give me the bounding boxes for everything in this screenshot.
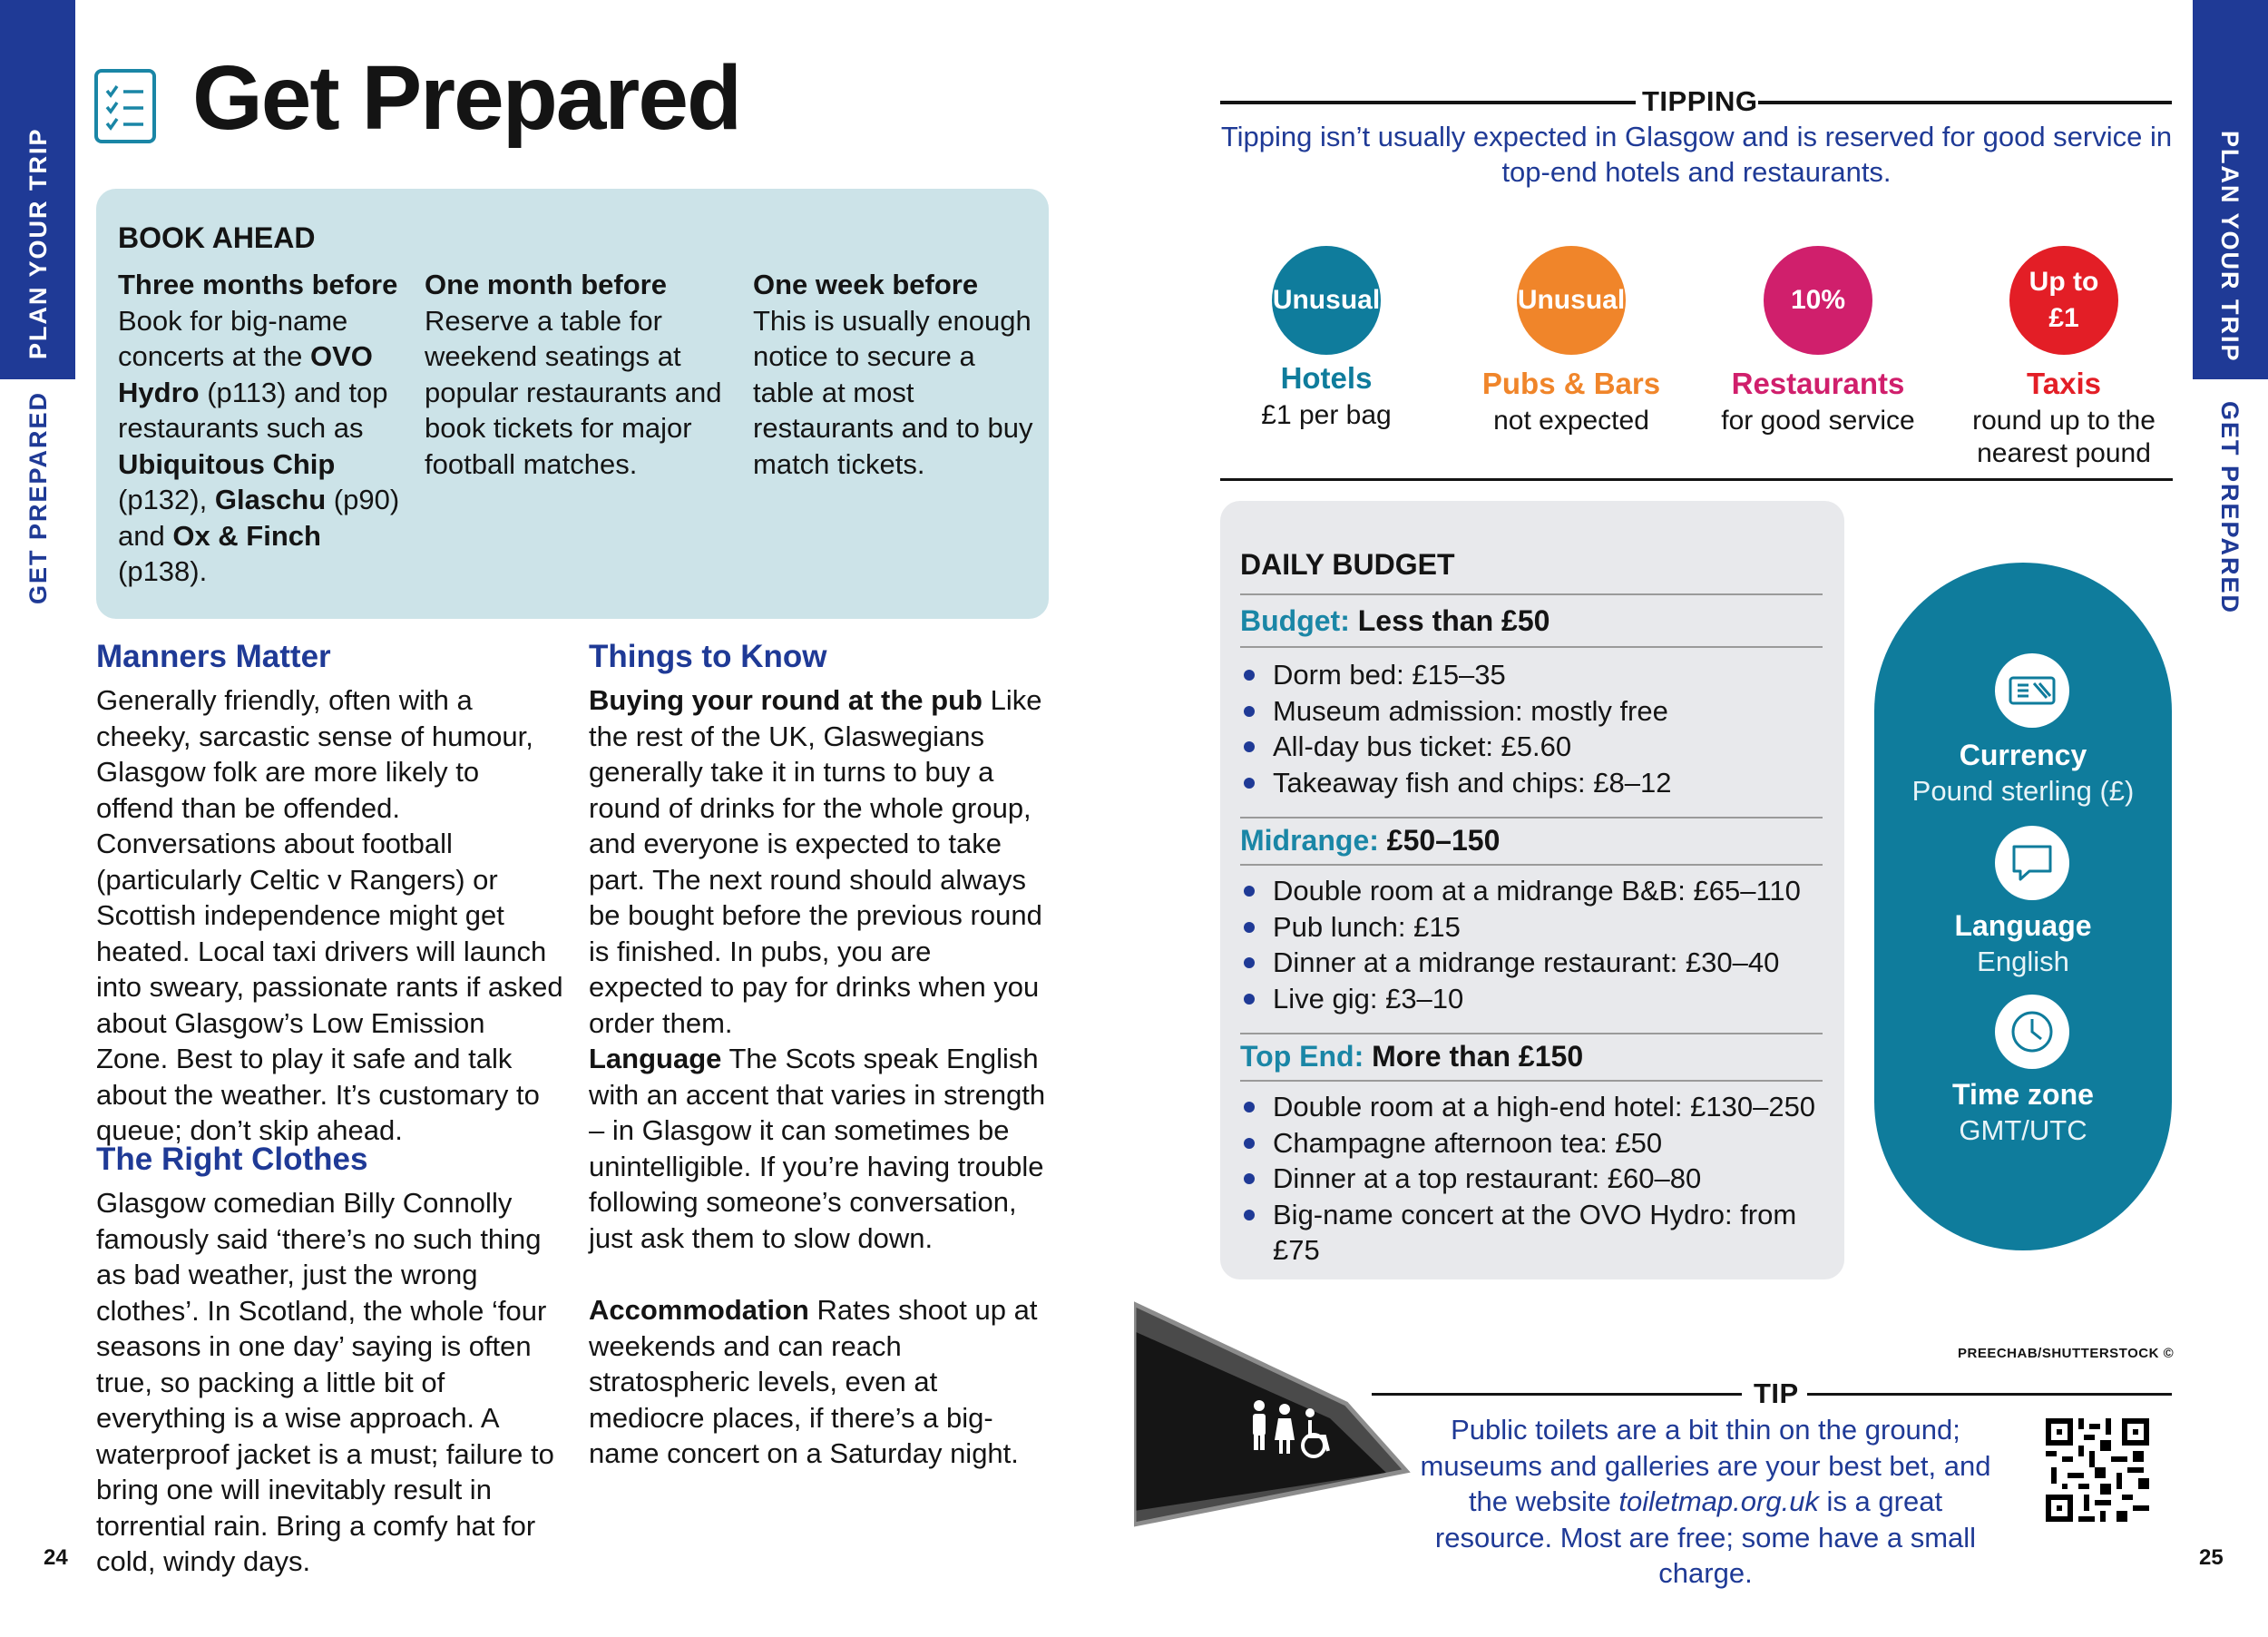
col-heading: One week before <box>753 269 979 300</box>
things-item-accommodation <box>589 1292 1051 1472</box>
venue-ovo-hydro: OVO Hydro <box>118 340 373 408</box>
col-text: Reserve a table for weekend seatings at popular restaurants and book tickets for major football matches. <box>425 304 722 480</box>
tip-rule-left <box>1372 1393 1742 1396</box>
budget-level-budget <box>1240 604 1549 638</box>
info-value-timezone: GMT/UTC <box>1959 1114 2087 1146</box>
budget-level-midrange <box>1240 824 1500 858</box>
left-plan-label: PLAN YOUR TRIP <box>24 127 52 359</box>
budget-heading: DAILY BUDGET <box>1240 548 1455 581</box>
col-heading: Three months before <box>118 269 398 300</box>
col-heading: One month before <box>425 269 667 300</box>
tip-text-part: Public toilets are a bit thin on the ground; museums and galleries are your best bet, and the website <box>1420 1414 1991 1517</box>
item-text: Rates shoot up at weekends and can reach stratospheric levels, even at mediocre places, if there’s a big-name concert on a Saturday night. <box>589 1294 1038 1469</box>
tip-badge-hotels: Unusual <box>1272 246 1381 355</box>
page-title: Get Prepared <box>192 47 741 149</box>
left-section-label: GET PREPARED <box>24 390 52 604</box>
tip-sub-taxis: round up to the nearest pound <box>1972 406 2156 468</box>
photo-credit: PREECHAB/SHUTTERSTOCK © <box>1958 1346 2175 1361</box>
level-name: Budget: <box>1240 604 1350 637</box>
level-name: Midrange: <box>1240 824 1379 857</box>
speech-bubble-icon <box>1995 826 2069 900</box>
level-name: Top End: <box>1240 1040 1364 1073</box>
info-label-timezone: Time zone <box>1952 1078 2094 1111</box>
venue-ox-finch: Ox & Finch <box>172 519 321 552</box>
venue-ubiquitous-chip: Ubiquitous Chip <box>118 447 336 480</box>
tipping-heading: TIPPING <box>1642 85 1758 117</box>
venue-glaschu: Glaschu <box>214 484 327 515</box>
tip-label-hotels: Hotels <box>1280 361 1373 395</box>
level-range: £50–150 <box>1386 824 1501 857</box>
info-value-language: English <box>1977 946 2069 977</box>
list-item: Takeaway fish and chips: £8–12 <box>1240 765 1671 801</box>
tip-label-taxis: Taxis <box>2027 367 2101 400</box>
list-item: Dinner at a top restaurant: £60–80 <box>1240 1161 1844 1197</box>
things-item-round <box>589 682 1051 1041</box>
info-label-currency: Currency <box>1959 739 2087 771</box>
right-section-label: GET PREPARED <box>2216 401 2244 615</box>
budget-divider <box>1240 646 1823 648</box>
budget-divider <box>1240 1080 1823 1082</box>
item-lead: Language <box>589 1043 722 1074</box>
toilet-sign-photo <box>1134 1293 1424 1538</box>
list-item: Dorm bed: £15–35 <box>1240 657 1671 693</box>
tipping-rule-left <box>1220 101 1636 104</box>
info-label-language: Language <box>1954 909 2092 942</box>
manners-heading: Manners Matter <box>96 639 331 674</box>
col-text: This is usually enough notice to secure a table at most restaurants and to buy match tickets. <box>753 304 1033 480</box>
tip-badge-pubs: Unusual <box>1517 246 1626 355</box>
book-ahead-heading: BOOK AHEAD <box>118 221 316 254</box>
right-plan-label: PLAN YOUR TRIP <box>2216 131 2244 363</box>
things-heading: Things to Know <box>589 639 827 674</box>
page-number-left: 24 <box>44 1545 68 1570</box>
toiletmap-link[interactable]: toiletmap.org.uk <box>1618 1485 1819 1517</box>
banknote-icon <box>1995 653 2069 728</box>
list-item: Champagne afternoon tea: £50 <box>1240 1125 1844 1162</box>
list-item: Dinner at a midrange restaurant: £30–40 <box>1240 945 1801 981</box>
clothes-heading: The Right Clothes <box>96 1142 368 1177</box>
info-value-currency: Pound sterling (£) <box>1911 775 2135 807</box>
clothes-text: Glasgow comedian Billy Connolly famously said ‘there’s no such thing as bad weather, just the wrong clothes’. In Scotland, the whole ‘four seasons in one day’ saying is often true, so packing a little bit of everything is a wise approach. A waterproof jacket is a must; failure to bring one will inevitably result in torrential rain. Bring a comfy hat for cold, windy days. <box>96 1187 554 1577</box>
list-item: Double room at a midrange B&B: £65–110 <box>1240 873 1801 909</box>
budget-level-topend <box>1240 1040 1583 1073</box>
budget-divider <box>1240 817 1823 818</box>
manners-text: Generally friendly, often with a cheeky, sarcastic sense of humour, Glasgow folk are more likely to offend than be offended. Conversations about football (particularly Celtic v Rangers) or Scottish independence might get heated. Local taxi drivers will launch into sweary, passionate rants if asked about Glasgow’s Low Emission Zone. Best to play it safe and talk about the weather. It’s customary to queue; don’t skip ahead. <box>96 684 563 1146</box>
col-text: (p113) and top restaurants such as <box>118 376 388 444</box>
tip-rule-right <box>1807 1393 2172 1396</box>
budget-list-budget <box>1240 657 1671 800</box>
budget-divider <box>1240 1033 1823 1034</box>
tipping-bottom-rule <box>1220 478 2173 481</box>
list-item: All-day bus ticket: £5.60 <box>1240 729 1671 765</box>
tip-label-pubs: Pubs & Bars <box>1481 367 1661 400</box>
page-number-right: 25 <box>2199 1545 2224 1570</box>
info-pill <box>1874 563 2172 1250</box>
list-item: Live gig: £3–10 <box>1240 981 1801 1017</box>
book-ahead-col-one-week <box>753 267 1041 482</box>
book-ahead-col-one-month <box>425 267 733 482</box>
col-text: Book for big-name concerts at the <box>118 304 348 372</box>
list-item: Big-name concert at the OVO Hydro: from £75 <box>1240 1197 1844 1269</box>
budget-divider <box>1240 864 1823 866</box>
left-sidebar <box>0 0 75 1637</box>
item-text: The Scots speak English with an accent that varies in strength – in Glasgow it can sometimes be unintelligible. If you’re having trouble following someone’s conversation, just ask them to slow down. <box>589 1043 1046 1254</box>
tip-text-part: is a great resource. Most are free; some have a small charge. <box>1434 1485 1977 1589</box>
item-text: Like the rest of the UK, Glaswegians generally take it in turns to buy a round of drinks for the whole group, and everyone is expected to take part. The next round should always be bought before the previous round is finished. In pubs, you are expected to pay for drinks when you order them. <box>589 684 1042 1039</box>
tipping-intro: Tipping isn’t usually expected in Glasgow and is reserved for good service in top-end hotels and restaurants. <box>1220 121 2173 188</box>
budget-list-midrange <box>1240 873 1801 1016</box>
tip-badge-restaurants: 10% <box>1764 246 1872 355</box>
book-ahead-col-three-months <box>118 267 404 590</box>
level-range: Less than £50 <box>1357 604 1550 637</box>
right-sidebar <box>2193 0 2268 1637</box>
col-text: (p132), <box>118 484 215 515</box>
level-range: More than £150 <box>1372 1040 1584 1073</box>
item-lead: Accommodation <box>589 1294 809 1326</box>
tip-badge-taxis: Up to £1 <box>2009 246 2118 355</box>
list-item: Pub lunch: £15 <box>1240 909 1801 946</box>
col-text: (p90) and <box>118 484 400 552</box>
tipping-rule-right <box>1758 101 2172 104</box>
budget-list-topend <box>1240 1089 1844 1269</box>
budget-divider <box>1240 593 1823 595</box>
daily-budget-box <box>1220 501 1844 1279</box>
col-text: (p138). <box>118 555 208 587</box>
tip-sub-restaurants: for good service <box>1721 406 1915 436</box>
book-ahead-box <box>96 189 1049 619</box>
list-item: Museum admission: mostly free <box>1240 693 1671 730</box>
tip-sub-hotels: £1 per bag <box>1261 400 1392 430</box>
qr-code[interactable] <box>2046 1418 2149 1522</box>
list-item: Double room at a high-end hotel: £130–250 <box>1240 1089 1844 1125</box>
tip-heading: TIP <box>1754 1377 1799 1409</box>
tip-label-restaurants: Restaurants <box>1731 367 1905 400</box>
clock-icon <box>1995 995 2069 1069</box>
item-lead: Buying your round at the pub <box>589 684 982 716</box>
checklist-icon <box>94 69 156 143</box>
tip-sub-pubs: not expected <box>1493 406 1649 436</box>
tip-text <box>1415 1412 1996 1592</box>
things-item-language <box>589 1041 1051 1256</box>
